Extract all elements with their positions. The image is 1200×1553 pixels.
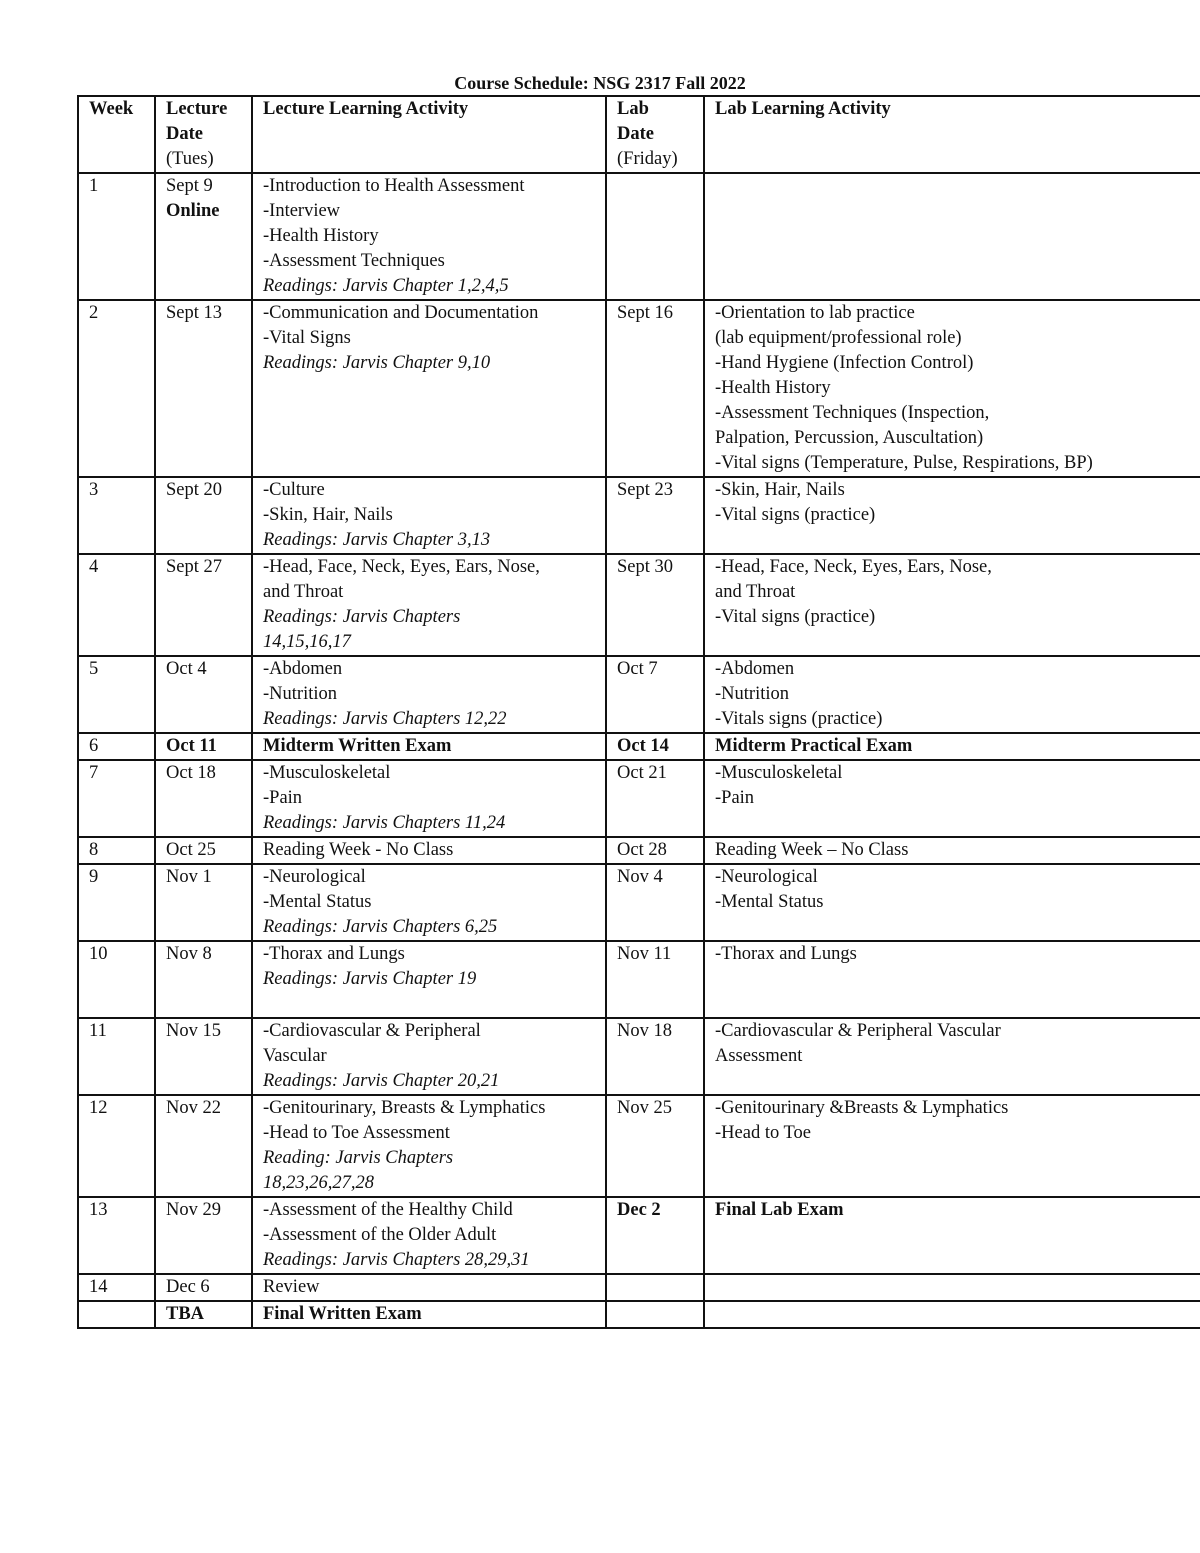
lab-date: Nov 4 <box>617 867 663 887</box>
lab-activity-line: -Mental Status <box>715 892 824 912</box>
lecture-activity-line: -Neurological <box>263 867 366 887</box>
lab-date-cell <box>606 173 704 300</box>
lab-date: Dec 2 <box>617 1200 661 1220</box>
week-cell <box>78 1274 155 1301</box>
lecture-readings: Readings: Jarvis Chapters <box>263 607 461 627</box>
lab-activity-line: -Abdomen <box>715 659 795 679</box>
lab-activity-cell <box>704 477 1200 554</box>
week-cell <box>78 760 155 837</box>
week-number: 2 <box>89 303 99 323</box>
lecture-activity-line: -Vital Signs <box>263 328 351 348</box>
table-row <box>78 760 1200 837</box>
week-cell <box>78 300 155 477</box>
lecture-date: Nov 22 <box>166 1098 221 1118</box>
lecture-date-cell <box>155 477 252 554</box>
week-number: 3 <box>89 480 99 500</box>
lab-activity-line: -Vitals signs (practice) <box>715 709 883 729</box>
week-number: 4 <box>89 557 99 577</box>
table-row <box>78 1095 1200 1197</box>
lecture-activity-cell <box>252 656 606 733</box>
page-title: Course Schedule: NSG 2317 Fall 2022 <box>454 73 746 93</box>
lab-activity-cell <box>704 1197 1200 1274</box>
lab-activity-line: -Neurological <box>715 867 818 887</box>
lecture-activity-line: -Assessment Techniques <box>263 251 445 271</box>
table-row <box>78 864 1200 941</box>
lab-activity-line: -Vital signs (practice) <box>715 505 876 525</box>
lab-activity-line: Midterm Practical Exam <box>715 736 913 756</box>
table-body <box>78 96 1200 1328</box>
lecture-activity-line: -Mental Status <box>263 892 372 912</box>
lecture-date: Oct 11 <box>166 736 217 756</box>
lab-activity-line: Reading Week – No Class <box>715 840 909 860</box>
lecture-date: TBA <box>166 1304 205 1324</box>
lecture-activity-cell <box>252 554 606 656</box>
header-lecture-date-line: Lecture <box>166 99 228 119</box>
lecture-activity-cell <box>252 733 606 760</box>
lab-activity-line: Palpation, Percussion, Auscultation) <box>715 428 984 448</box>
lecture-activity-cell <box>252 760 606 837</box>
lecture-readings: Readings: Jarvis Chapter 3,13 <box>263 530 491 550</box>
lab-date-cell <box>606 760 704 837</box>
lecture-readings: Readings: Jarvis Chapters 28,29,31 <box>263 1250 530 1270</box>
table-row <box>78 837 1200 864</box>
lecture-date: Dec 6 <box>166 1277 210 1297</box>
lecture-activity-cell <box>252 1018 606 1095</box>
lab-activity-line: -Orientation to lab practice <box>715 303 915 323</box>
header-lab-date-sub: (Friday) <box>617 149 678 169</box>
lecture-date-cell <box>155 173 252 300</box>
lab-activity-line: Assessment <box>715 1046 803 1066</box>
lab-date-cell <box>606 941 704 1018</box>
lab-activity-cell <box>704 1301 1200 1328</box>
lab-activity-cell <box>704 864 1200 941</box>
lecture-date-cell <box>155 941 252 1018</box>
header-lecture-activity <box>252 96 606 173</box>
lab-activity-line: -Assessment Techniques (Inspection, <box>715 403 990 423</box>
week-number: 8 <box>89 840 99 860</box>
header-week-label: Week <box>89 99 134 119</box>
lab-date-cell <box>606 656 704 733</box>
table-row <box>78 554 1200 656</box>
lecture-activity-cell <box>252 1095 606 1197</box>
lab-activity-cell <box>704 656 1200 733</box>
lecture-activity-line: Final Written Exam <box>263 1304 422 1324</box>
lab-activity-line: -Hand Hygiene (Infection Control) <box>715 353 974 373</box>
week-cell <box>78 554 155 656</box>
week-cell <box>78 941 155 1018</box>
lecture-activity-cell <box>252 1301 606 1328</box>
table-row <box>78 477 1200 554</box>
lab-activity-line: -Thorax and Lungs <box>715 944 857 964</box>
lab-date-cell <box>606 864 704 941</box>
lecture-date: Sept 9 <box>166 176 213 196</box>
lecture-activity-line: -Genitourinary, Breasts & Lymphatics <box>263 1098 546 1118</box>
header-lecture-activity-label: Lecture Learning Activity <box>263 99 469 119</box>
table-row <box>78 733 1200 760</box>
week-number: 14 <box>89 1277 108 1297</box>
week-cell <box>78 837 155 864</box>
table-row <box>78 1197 1200 1274</box>
lecture-activity-line: -Head to Toe Assessment <box>263 1123 450 1143</box>
week-number: 6 <box>89 736 99 756</box>
lab-date-cell <box>606 837 704 864</box>
lab-activity-cell <box>704 300 1200 477</box>
lecture-activity-line: -Musculoskeletal <box>263 763 391 783</box>
lecture-activity-line: -Cardiovascular & Peripheral <box>263 1021 481 1041</box>
lecture-readings: Readings: Jarvis Chapter 20,21 <box>263 1071 500 1091</box>
lab-activity-line: -Genitourinary &Breasts & Lymphatics <box>715 1098 1009 1118</box>
lecture-activity-line: -Communication and Documentation <box>263 303 539 323</box>
lab-activity-cell <box>704 837 1200 864</box>
lecture-activity-line: Midterm Written Exam <box>263 736 452 756</box>
week-cell <box>78 733 155 760</box>
lecture-date-cell <box>155 864 252 941</box>
lecture-date: Sept 20 <box>166 480 223 500</box>
header-lecture-date <box>155 96 252 173</box>
week-cell <box>78 864 155 941</box>
lecture-date-cell <box>155 1197 252 1274</box>
lecture-readings: Readings: Jarvis Chapters 6,25 <box>263 917 498 937</box>
lecture-date: Nov 15 <box>166 1021 221 1041</box>
lecture-activity-cell <box>252 477 606 554</box>
lecture-activity-line: -Abdomen <box>263 659 343 679</box>
lecture-date-cell <box>155 656 252 733</box>
lab-date-cell <box>606 554 704 656</box>
lecture-date-cell <box>155 1095 252 1197</box>
week-number: 7 <box>89 763 99 783</box>
table-row <box>78 1301 1200 1328</box>
lecture-activity-line: -Assessment of the Healthy Child <box>263 1200 513 1220</box>
lab-date: Oct 28 <box>617 840 667 860</box>
lecture-activity-line: -Interview <box>263 201 341 221</box>
header-lab-activity <box>704 96 1200 173</box>
lab-activity-line: -Vital signs (Temperature, Pulse, Respirations, BP) <box>715 453 1093 473</box>
week-cell <box>78 656 155 733</box>
header-row <box>78 96 1200 173</box>
lab-activity-line: -Cardiovascular & Peripheral Vascular <box>715 1021 1001 1041</box>
lecture-activity-cell <box>252 864 606 941</box>
lab-activity-line: -Head to Toe <box>715 1123 811 1143</box>
lecture-date-cell <box>155 1301 252 1328</box>
lab-activity-line: -Vital signs (practice) <box>715 607 876 627</box>
lab-activity-line: -Health History <box>715 378 831 398</box>
table-row <box>78 1274 1200 1301</box>
week-cell <box>78 1197 155 1274</box>
lecture-activity-cell <box>252 173 606 300</box>
lecture-date-cell <box>155 1018 252 1095</box>
lab-activity-line: -Pain <box>715 788 755 808</box>
week-number: 5 <box>89 659 99 679</box>
table-row <box>78 656 1200 733</box>
lecture-activity-cell <box>252 1274 606 1301</box>
lecture-activity-cell <box>252 837 606 864</box>
lab-date-cell <box>606 477 704 554</box>
lecture-readings: Readings: Jarvis Chapters 11,24 <box>263 813 506 833</box>
lecture-date-cell <box>155 1274 252 1301</box>
lab-activity-cell <box>704 760 1200 837</box>
lecture-activity-cell <box>252 300 606 477</box>
lecture-date: Nov 1 <box>166 867 212 887</box>
lecture-activity-line: -Skin, Hair, Nails <box>263 505 393 525</box>
lecture-date-cell <box>155 554 252 656</box>
lecture-date: Oct 25 <box>166 840 216 860</box>
lecture-date-cell <box>155 733 252 760</box>
lab-date: Oct 21 <box>617 763 667 783</box>
lecture-activity-line: Reading Week - No Class <box>263 840 454 860</box>
lecture-date: Nov 8 <box>166 944 212 964</box>
lecture-readings: 18,23,26,27,28 <box>263 1173 374 1193</box>
lab-date-cell <box>606 1301 704 1328</box>
week-number: 1 <box>89 176 99 196</box>
week-cell <box>78 1018 155 1095</box>
lecture-activity-line: -Thorax and Lungs <box>263 944 405 964</box>
lab-activity-cell <box>704 1018 1200 1095</box>
lecture-date: Oct 18 <box>166 763 216 783</box>
lab-date: Oct 7 <box>617 659 658 679</box>
lab-activity-cell <box>704 554 1200 656</box>
lecture-activity-line: -Nutrition <box>263 684 337 704</box>
lecture-activity-line: -Introduction to Health Assessment <box>263 176 525 196</box>
lab-date: Nov 11 <box>617 944 672 964</box>
lab-activity-line: -Skin, Hair, Nails <box>715 480 845 500</box>
lab-activity-line: -Head, Face, Neck, Eyes, Ears, Nose, <box>715 557 992 577</box>
lecture-date-cell <box>155 760 252 837</box>
lab-date: Sept 16 <box>617 303 674 323</box>
lecture-date: Online <box>166 201 220 221</box>
lecture-date: Nov 29 <box>166 1200 221 1220</box>
header-lab-date <box>606 96 704 173</box>
week-cell <box>78 173 155 300</box>
lab-activity-cell <box>704 1095 1200 1197</box>
week-cell <box>78 1301 155 1328</box>
lab-date: Nov 25 <box>617 1098 672 1118</box>
lab-date: Sept 23 <box>617 480 674 500</box>
lab-activity-cell <box>704 173 1200 300</box>
week-cell <box>78 1095 155 1197</box>
lecture-readings: 14,15,16,17 <box>263 632 351 652</box>
lab-activity-line: and Throat <box>715 582 796 602</box>
week-number: 12 <box>89 1098 108 1118</box>
lab-activity-cell <box>704 733 1200 760</box>
lecture-readings: Readings: Jarvis Chapter 9,10 <box>263 353 491 373</box>
lecture-activity-line: Vascular <box>263 1046 327 1066</box>
header-lab-date-line: Date <box>617 124 654 144</box>
lecture-activity-line: and Throat <box>263 582 344 602</box>
lecture-activity-line: -Health History <box>263 226 379 246</box>
lab-date-cell <box>606 1095 704 1197</box>
week-number: 10 <box>89 944 108 964</box>
lecture-date: Sept 27 <box>166 557 223 577</box>
lecture-activity-line: Review <box>263 1277 320 1297</box>
lab-date-cell <box>606 1274 704 1301</box>
lecture-activity-line: -Pain <box>263 788 303 808</box>
header-lab-date-line: Lab <box>617 99 649 119</box>
week-number: 13 <box>89 1200 108 1220</box>
header-lecture-date-line: Date <box>166 124 203 144</box>
lecture-date-cell <box>155 300 252 477</box>
lab-activity-line: (lab equipment/professional role) <box>715 328 962 348</box>
lecture-activity-line: -Head, Face, Neck, Eyes, Ears, Nose, <box>263 557 540 577</box>
lecture-readings: Reading: Jarvis Chapters <box>263 1148 454 1168</box>
lecture-readings: Readings: Jarvis Chapters 12,22 <box>263 709 507 729</box>
header-week <box>78 96 155 173</box>
table-row <box>78 173 1200 300</box>
lab-date-cell <box>606 733 704 760</box>
lab-activity-cell <box>704 1274 1200 1301</box>
table-row <box>78 941 1200 1018</box>
lecture-date-cell <box>155 837 252 864</box>
course-schedule-table <box>77 95 1200 1329</box>
lab-activity-line: -Nutrition <box>715 684 789 704</box>
lab-date: Sept 30 <box>617 557 674 577</box>
lecture-date: Oct 4 <box>166 659 207 679</box>
lab-date: Nov 18 <box>617 1021 672 1041</box>
table-row <box>78 1018 1200 1095</box>
lecture-activity-line: -Culture <box>263 480 325 500</box>
week-cell <box>78 477 155 554</box>
lab-date: Oct 14 <box>617 736 669 756</box>
lecture-activity-cell <box>252 1197 606 1274</box>
lecture-activity-cell <box>252 941 606 1018</box>
lecture-readings: Readings: Jarvis Chapter 1,2,4,5 <box>263 276 509 296</box>
lab-date-cell <box>606 1197 704 1274</box>
lecture-readings: Readings: Jarvis Chapter 19 <box>263 969 477 989</box>
week-number: 9 <box>89 867 99 887</box>
lecture-activity-line: -Assessment of the Older Adult <box>263 1225 497 1245</box>
header-lecture-date-sub: (Tues) <box>166 149 214 169</box>
lecture-date: Sept 13 <box>166 303 223 323</box>
lab-date-cell <box>606 300 704 477</box>
lab-activity-line: -Musculoskeletal <box>715 763 843 783</box>
week-number: 11 <box>89 1021 107 1041</box>
table-row <box>78 300 1200 477</box>
lab-date-cell <box>606 1018 704 1095</box>
lab-activity-cell <box>704 941 1200 1018</box>
header-lab-activity-label: Lab Learning Activity <box>715 99 891 119</box>
lab-activity-line: Final Lab Exam <box>715 1200 844 1220</box>
